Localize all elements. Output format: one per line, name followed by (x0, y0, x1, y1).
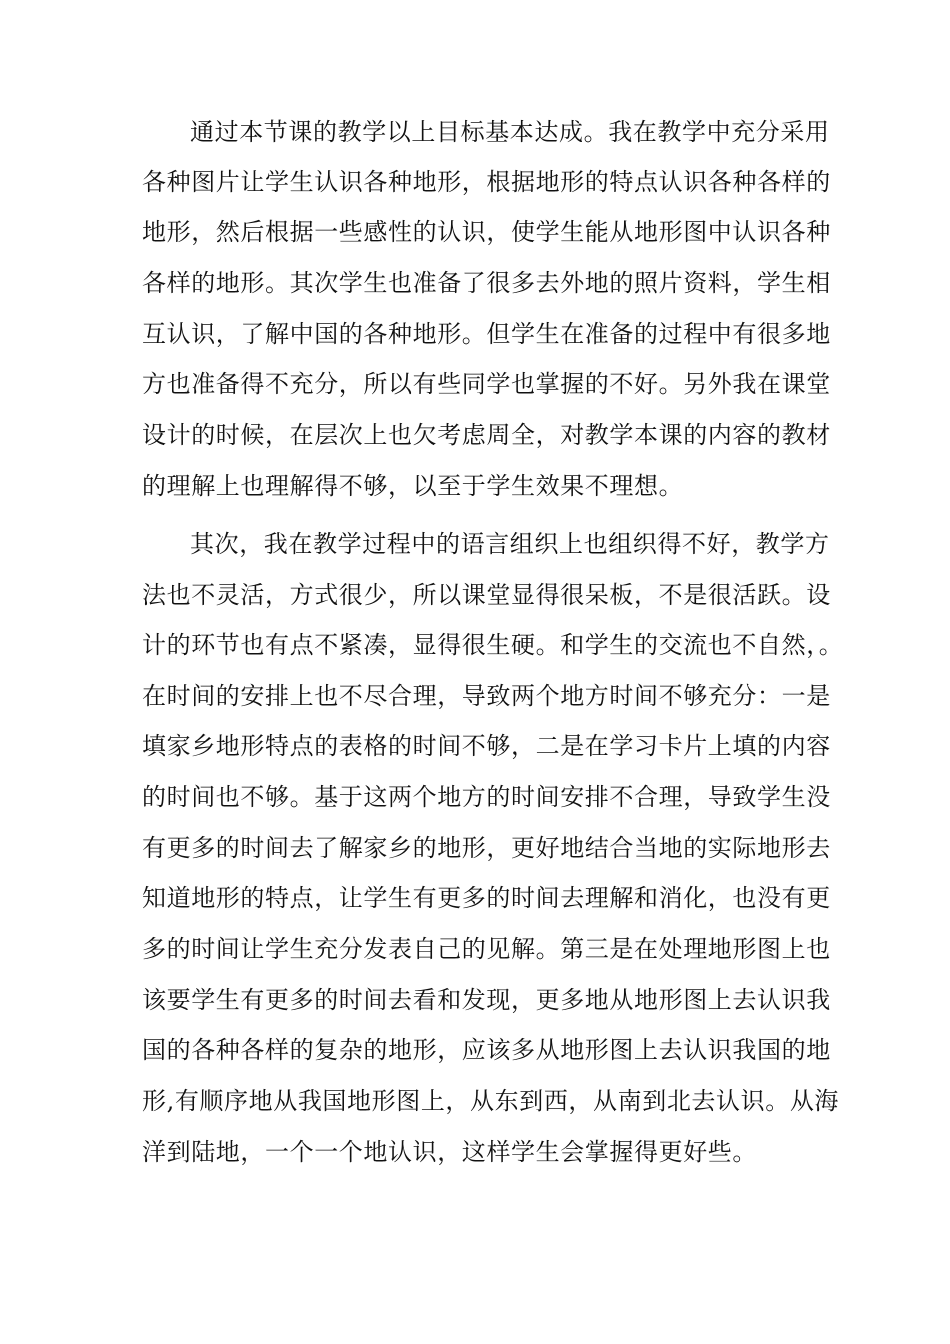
paragraph-line: 通过本节课的教学以上目标基本达成。我在教学中充分采用 (190, 118, 830, 146)
paragraph-line: 地形，然后根据一些感性的认识，使学生能从地形图中认识各种 (142, 218, 831, 246)
paragraph-line: 知道地形的特点，让学生有更多的时间去理解和消化，也没有更 (142, 884, 831, 912)
paragraph-line: 在时间的安排上也不尽合理，导致两个地方时间不够充分：一是 (142, 682, 831, 710)
paragraph-line: 该要学生有更多的时间去看和发现，更多地从地形图上去认识我 (142, 986, 831, 1014)
paragraph-line: 其次，我在教学过程中的语言组织上也组织得不好，教学方 (190, 530, 830, 558)
paragraph-line: 形,有顺序地从我国地形图上，从东到西，从南到北去认识。从海 (142, 1087, 840, 1115)
paragraph-line: 有更多的时间去了解家乡的地形，更好地结合当地的实际地形去 (142, 834, 831, 862)
paragraph-line: 各样的地形。其次学生也准备了很多去外地的照片资料，学生相 (142, 269, 831, 297)
paragraph-line: 的理解上也理解得不够，以至于学生效果不理想。 (142, 472, 684, 500)
paragraph-line: 的时间也不够。基于这两个地方的时间安排不合理，导致学生没 (142, 783, 831, 811)
paragraph-line: 多的时间让学生充分发表自己的见解。第三是在处理地形图上也 (142, 935, 831, 963)
paragraph-line: 各种图片让学生认识各种地形，根据地形的特点认识各种各样的 (142, 168, 831, 196)
paragraph-line: 计的环节也有点不紧凑，显得很生硬。和学生的交流也不自然，。 (142, 631, 844, 659)
paragraph-line: 法也不灵活，方式很少，所以课堂显得很呆板，不是很活跃。设 (142, 581, 831, 609)
paragraph-line: 互认识，了解中国的各种地形。但学生在准备的过程中有很多地 (142, 320, 831, 348)
paragraph-line: 方也准备得不充分，所以有些同学也掌握的不好。另外我在课堂 (142, 370, 831, 398)
paragraph-line: 填家乡地形特点的表格的时间不够，二是在学习卡片上填的内容 (142, 732, 831, 760)
paragraph-line: 设计的时候，在层次上也欠考虑周全，对教学本课的内容的教材 (142, 421, 831, 449)
paragraph-line: 洋到陆地，一个一个地认识，这样学生会掌握得更好些。 (142, 1138, 757, 1166)
paragraph-line: 国的各种各样的复杂的地形，应该多从地形图上去认识我国的地 (142, 1036, 831, 1064)
